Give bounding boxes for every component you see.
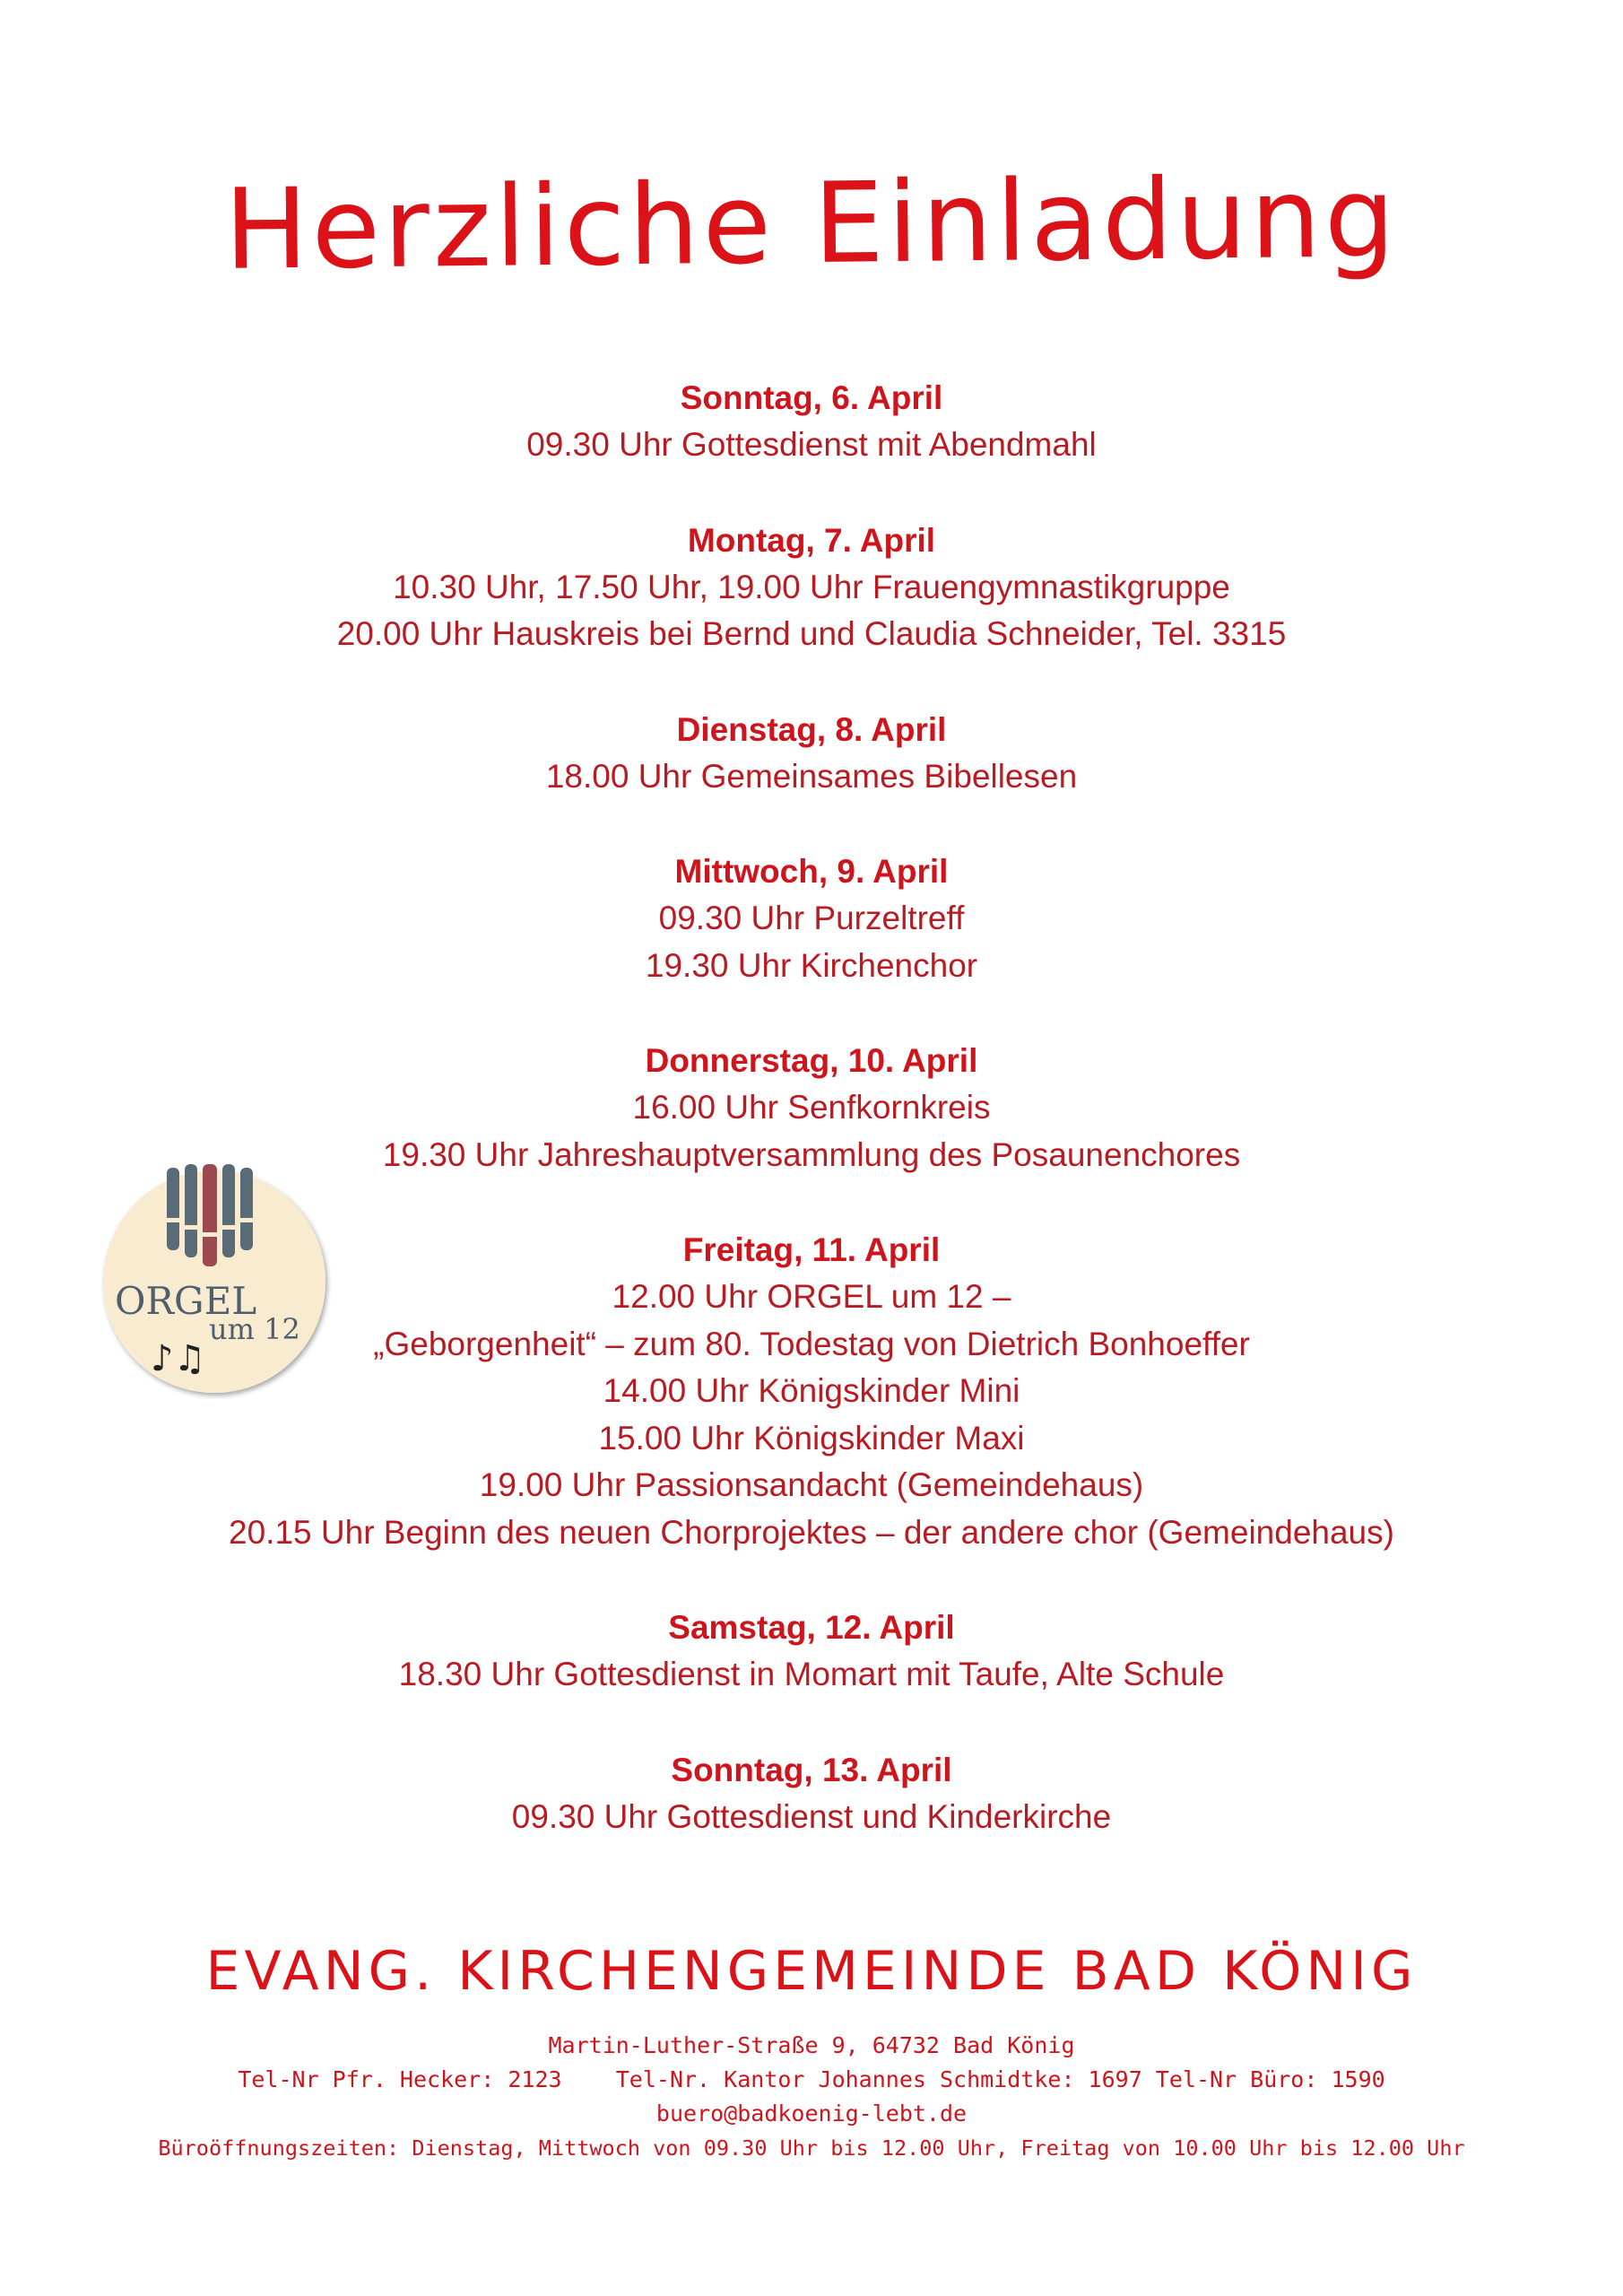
event-line: 09.30 Uhr Gottesdienst und Kinderkirche (511, 1797, 1112, 1835)
event-schedule (0, 375, 1623, 1889)
office-hours-line: Büroöffnungszeiten: Dienstag, Mittwoch von 09.30 Uhr bis 12.00 Uhr, Freitag von 10.00 Uhr bis 12.00 Uhr (158, 2135, 1465, 2161)
page-title: Herzliche Einladung (223, 153, 1400, 295)
day-heading: Freitag, 11. April (682, 1231, 941, 1268)
event-line: 15.00 Uhr Königskinder Maxi (598, 1419, 1025, 1457)
contact-info (0, 2029, 1623, 2165)
event-line: 16.00 Uhr Senfkornkreis (632, 1089, 991, 1126)
event-line: 09.30 Uhr Gottesdienst mit Abendmahl (526, 426, 1097, 463)
day-block (0, 517, 1623, 658)
phone-line: Tel-Nr Pfr. Hecker: 2123 Tel-Nr. Kantor Johannes Schmidtke: 1697 Tel-Nr Büro: 1590 (238, 2066, 1385, 2092)
event-line: 19.30 Uhr Jahreshauptversammlung des Posaunenchores (382, 1135, 1241, 1173)
event-line: 10.30 Uhr, 17.50 Uhr, 19.00 Uhr Frauengymnastikgruppe (393, 568, 1230, 605)
event-line: 12.00 Uhr ORGEL um 12 – (612, 1278, 1011, 1315)
event-line: „Geborgenheit“ – zum 80. Todestag von Dietrich Bonhoeffer (373, 1325, 1250, 1362)
day-block (0, 1038, 1623, 1178)
day-block (0, 848, 1623, 989)
day-block (0, 375, 1623, 469)
address-line: Martin-Luther-Straße 9, 64732 Bad König (548, 2032, 1075, 2058)
event-line: 18.30 Uhr Gottesdienst in Momart mit Taufe, Alte Schule (398, 1656, 1225, 1692)
event-line: 20.00 Uhr Hauskreis bei Bernd und Claudia Schneider, Tel. 3315 (336, 615, 1287, 652)
day-heading: Sonntag, 13. April (671, 1751, 952, 1788)
day-heading: Donnerstag, 10. April (645, 1042, 978, 1079)
day-heading: Mittwoch, 9. April (674, 853, 949, 890)
music-notes-icon: ♪♫ (151, 1338, 206, 1379)
email-line: buero@badkoenig-lebt.de (655, 2100, 968, 2126)
day-block (0, 707, 1623, 801)
event-line: 09.30 Uhr Purzeltreff (658, 900, 965, 936)
event-line: 19.00 Uhr Passionsandacht (Gemeindehaus) (479, 1466, 1144, 1503)
orgel-um-12-badge (97, 1164, 332, 1399)
event-line: 20.15 Uhr Beginn des neuen Chorprojektes – der andere chor (Gemeindehaus) (229, 1513, 1394, 1551)
badge-title: ORGEL (115, 1279, 257, 1323)
day-heading: Dienstag, 8. April (676, 710, 947, 748)
day-heading: Sonntag, 6. April (680, 379, 943, 416)
event-line: 14.00 Uhr Königskinder Mini (603, 1372, 1020, 1409)
day-block (0, 1747, 1623, 1841)
event-line: 18.00 Uhr Gemeinsames Bibellesen (545, 757, 1078, 795)
day-block (0, 1605, 1623, 1699)
day-heading: Samstag, 12. April (668, 1609, 955, 1646)
badge-subtitle: um 12 (209, 1312, 300, 1346)
organization-name: EVANG. KIRCHENGEMEINDE BAD KÖNIG (205, 1940, 1418, 2003)
event-line: 19.30 Uhr Kirchenchor (645, 946, 978, 984)
day-heading: Montag, 7. April (687, 521, 936, 559)
